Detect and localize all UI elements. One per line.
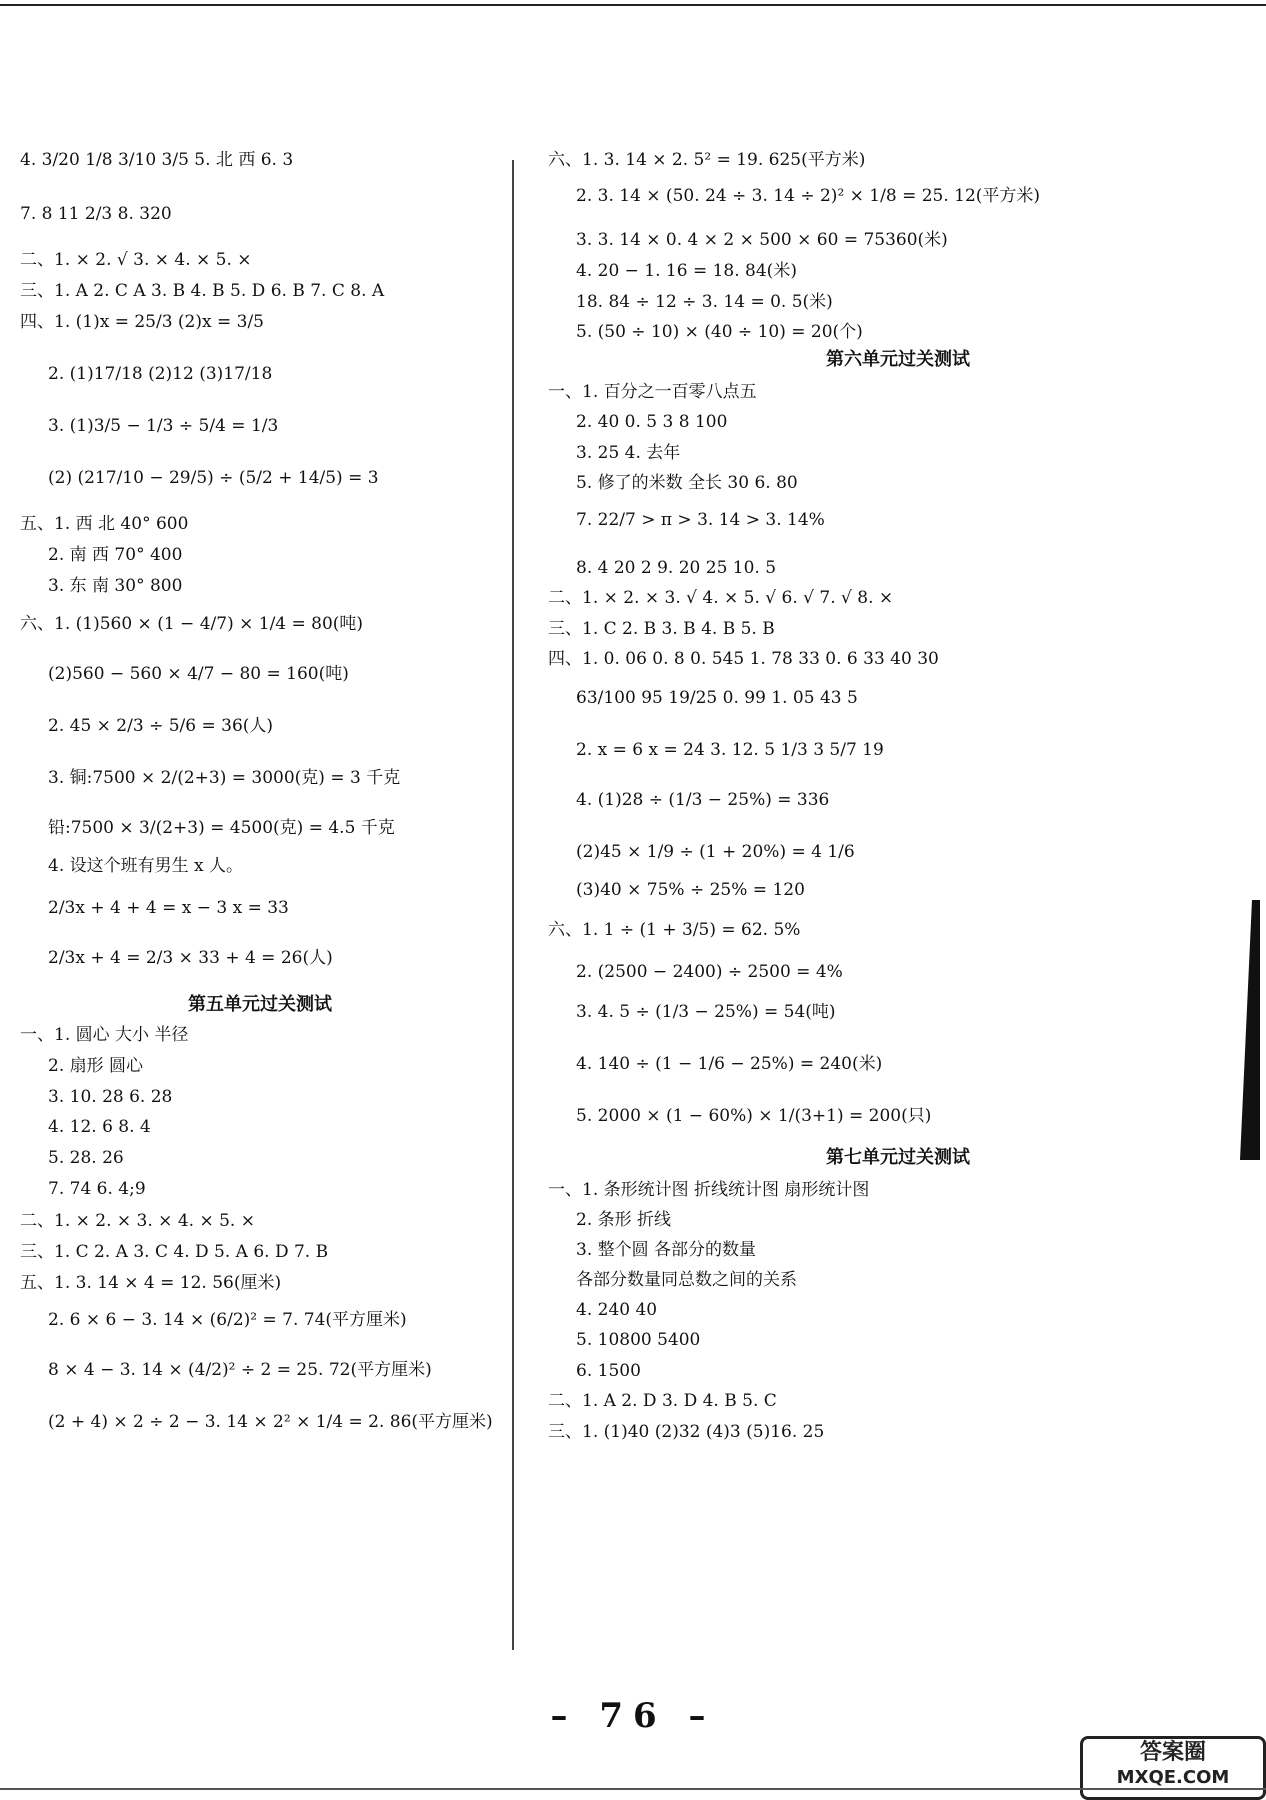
answer-line: 5. 修了的米数 全长 30 6. 80 — [576, 473, 798, 493]
answer-line: 3. 3. 14 × 0. 4 × 2 × 500 × 60 = 75360(米) — [576, 230, 948, 250]
answer-line: (3)40 × 75% ÷ 25% = 120 — [576, 880, 805, 900]
answer-line: 2. 条形 折线 — [576, 1210, 672, 1230]
answer-line: 三、1. (1)40 (2)32 (4)3 (5)16. 25 — [548, 1422, 825, 1442]
answer-line: 各部分数量同总数之间的关系 — [576, 1270, 797, 1290]
section-heading: 第七单元过关测试 — [826, 1147, 970, 1168]
answer-line: 二、1. × 2. × 3. √ 4. × 5. √ 6. √ 7. √ 8. × — [548, 588, 894, 608]
answer-line: 二、1. × 2. √ 3. × 4. × 5. × — [20, 250, 252, 270]
answer-line: 4. 20 − 1. 16 = 18. 84(米) — [576, 261, 797, 281]
answer-line: 4. 240 40 — [576, 1300, 658, 1320]
answer-line: 5. (50 ÷ 10) × (40 ÷ 10) = 20(个) — [576, 322, 863, 342]
answer-line: 2. 扇形 圆心 — [48, 1056, 144, 1076]
answer-line: 四、1. 0. 06 0. 8 0. 545 1. 78 33 0. 6 33 40 30 — [548, 649, 939, 669]
answer-line: 2/3x + 4 = 2/3 × 33 + 4 = 26(人) — [48, 948, 333, 968]
column-divider — [512, 160, 514, 1650]
answer-line: 一、1. 百分之一百零八点五 — [548, 382, 757, 402]
answer-line: 2. 45 × 2/3 ÷ 5/6 = 36(人) — [48, 716, 274, 736]
answer-line: 2. 南 西 70° 400 — [48, 545, 183, 565]
answer-line: 3. 铜:7500 × 2/(2+3) = 3000(克) = 3 千克 — [48, 768, 401, 788]
answer-line: 2. x = 6 x = 24 3. 12. 5 1/3 3 5/7 19 — [576, 740, 884, 760]
answer-line: 4. 12. 6 8. 4 — [48, 1117, 151, 1137]
answer-line: 四、1. (1)x = 25/3 (2)x = 3/5 — [20, 312, 265, 332]
answer-line: 4. 3/20 1/8 3/10 3/5 5. 北 西 6. 3 — [20, 150, 294, 170]
answer-line: 六、1. (1)560 × (1 − 4/7) × 1/4 = 80(吨) — [20, 614, 364, 634]
answer-line: 7. 22/7 > π > 3. 14 > 3. 14% — [576, 510, 825, 530]
answer-line: 一、1. 圆心 大小 半径 — [20, 1025, 189, 1045]
answer-line: 2. (2500 − 2400) ÷ 2500 = 4% — [576, 962, 843, 982]
answer-line: 三、1. C 2. B 3. B 4. B 5. B — [548, 619, 775, 639]
answer-line: 铅:7500 × 3/(2+3) = 4500(克) = 4.5 千克 — [48, 818, 395, 838]
answer-line: 五、1. 西 北 40° 600 — [20, 514, 189, 534]
answer-line: 5. 2000 × (1 − 60%) × 1/(3+1) = 200(只) — [576, 1106, 932, 1126]
answer-line: 8 × 4 − 3. 14 × (4/2)² ÷ 2 = 25. 72(平方厘米) — [48, 1360, 432, 1380]
answer-line: (2 + 4) × 2 ÷ 2 − 3. 14 × 2² × 1/4 = 2. 86(平方厘米) — [48, 1412, 493, 1432]
answer-line: (2) (217/10 − 29/5) ÷ (5/2 + 14/5) = 3 — [48, 468, 379, 488]
answer-line: 二、1. × 2. × 3. × 4. × 5. × — [20, 1211, 255, 1231]
answer-line: 2. 6 × 6 − 3. 14 × (6/2)² = 7. 74(平方厘米) — [48, 1310, 407, 1330]
answer-line: 3. 10. 28 6. 28 — [48, 1087, 173, 1107]
answer-line: 2. 3. 14 × (50. 24 ÷ 3. 14 ÷ 2)² × 1/8 = 25. 12(平方米) — [576, 186, 1041, 206]
answer-line: 三、1. A 2. C A 3. B 4. B 5. D 6. B 7. C 8. A — [20, 281, 385, 301]
answer-line: 63/100 95 19/25 0. 99 1. 05 43 5 — [576, 688, 858, 708]
answer-line: 3. 25 4. 去年 — [576, 443, 681, 463]
answer-line: 2/3x + 4 + 4 = x − 3 x = 33 — [48, 898, 289, 918]
answer-line: 3. (1)3/5 − 1/3 ÷ 5/4 = 1/3 — [48, 416, 279, 436]
answer-line: 一、1. 条形统计图 折线统计图 扇形统计图 — [548, 1180, 870, 1200]
page-number: – 76 – — [550, 1696, 716, 1736]
answer-line: 2. 40 0. 5 3 8 100 — [576, 412, 728, 432]
answer-line: 5. 28. 26 — [48, 1148, 124, 1168]
answer-line: 3. 东 南 30° 800 — [48, 576, 183, 596]
answer-line: 2. (1)17/18 (2)12 (3)17/18 — [48, 364, 273, 384]
answer-line: 三、1. C 2. A 3. C 4. D 5. A 6. D 7. B — [20, 1242, 329, 1262]
answer-line: (2)45 × 1/9 ÷ (1 + 20%) = 4 1/6 — [576, 842, 855, 862]
watermark-text-top: 答案圈 — [1139, 1740, 1206, 1765]
answer-line: 6. 1500 — [576, 1361, 641, 1381]
answer-line: 4. 140 ÷ (1 − 1/6 − 25%) = 240(米) — [576, 1054, 883, 1074]
top-border-line — [0, 4, 1266, 6]
watermark-text-bottom: MXQE.COM — [1116, 1767, 1230, 1788]
answer-line: 六、1. 1 ÷ (1 + 3/5) = 62. 5% — [548, 920, 801, 940]
answer-line: 18. 84 ÷ 12 ÷ 3. 14 = 0. 5(米) — [576, 292, 833, 312]
bottom-border-line — [0, 1788, 1266, 1790]
answer-line: 7. 8 11 2/3 8. 320 — [20, 204, 172, 224]
answer-line: 4. 设这个班有男生 x 人。 — [48, 856, 244, 876]
answer-line: 二、1. A 2. D 3. D 4. B 5. C — [548, 1391, 777, 1411]
watermark-logo — [1080, 1736, 1266, 1800]
answer-line: 六、1. 3. 14 × 2. 5² = 19. 625(平方米) — [548, 150, 866, 170]
answer-line: 4. (1)28 ÷ (1/3 − 25%) = 336 — [576, 790, 830, 810]
answer-line: 8. 4 20 2 9. 20 25 10. 5 — [576, 558, 777, 578]
answer-line: (2)560 − 560 × 4/7 − 80 = 160(吨) — [48, 664, 349, 684]
section-heading: 第六单元过关测试 — [826, 349, 970, 370]
answer-line: 3. 整个圆 各部分的数量 — [576, 1240, 757, 1260]
answer-line: 5. 10800 5400 — [576, 1330, 701, 1350]
section-heading: 第五单元过关测试 — [188, 994, 332, 1015]
answer-line: 3. 4. 5 ÷ (1/3 − 25%) = 54(吨) — [576, 1002, 836, 1022]
answer-line: 7. 74 6. 4;9 — [48, 1179, 146, 1199]
answer-line: 五、1. 3. 14 × 4 = 12. 56(厘米) — [20, 1273, 282, 1293]
